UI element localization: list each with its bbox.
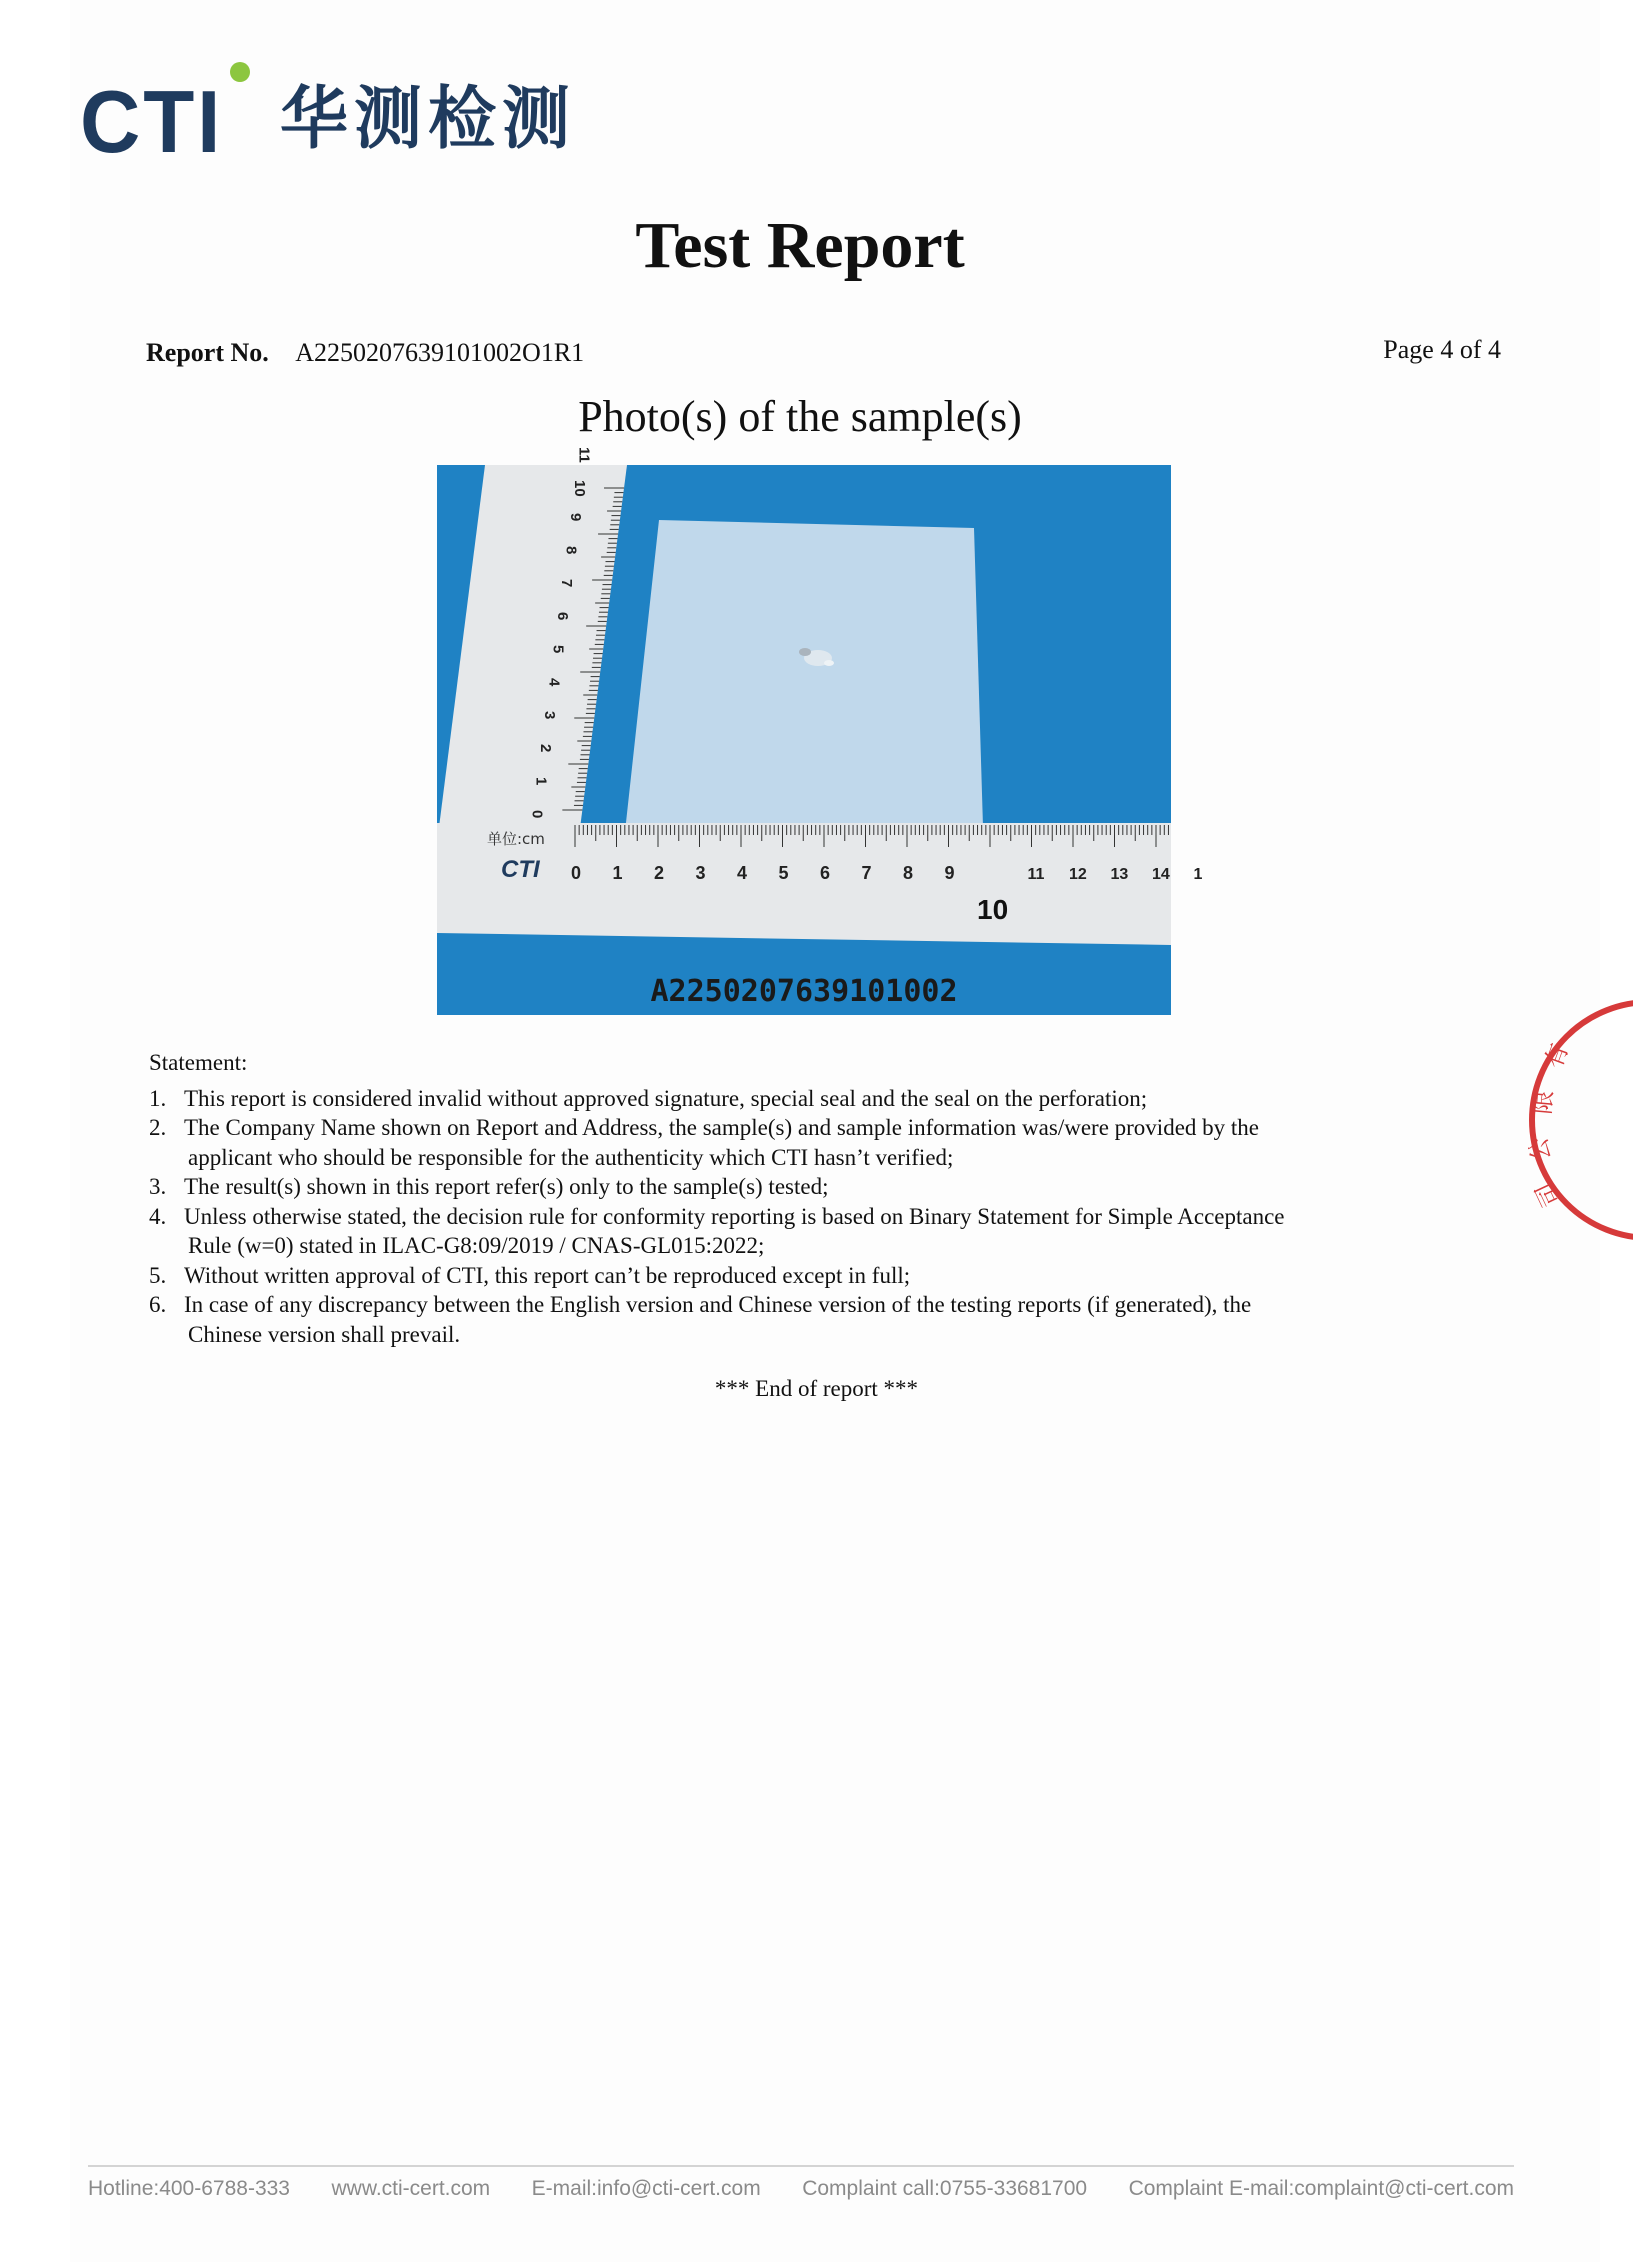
logo-chinese-name: 华测检测 bbox=[280, 80, 577, 159]
statement-item-number: 3. bbox=[149, 1174, 167, 1199]
statement-item-number: 1. bbox=[149, 1085, 167, 1111]
footer-divider bbox=[88, 2165, 1514, 2167]
ruler-horizontal-label: 4 bbox=[737, 863, 748, 883]
statement-list bbox=[149, 1084, 1409, 1350]
footer-complaint-call: Complaint call:0755-33681700 bbox=[802, 2177, 1088, 2200]
end-of-report: *** End of report *** bbox=[714, 1376, 919, 1401]
report-number-value: A2250207639101002O1R1 bbox=[295, 338, 585, 367]
ruler-vertical-label: 5 bbox=[549, 645, 567, 654]
footer-website[interactable]: www.cti-cert.com bbox=[331, 2177, 491, 2200]
logo-dot-icon bbox=[230, 62, 250, 82]
footer-hotline: Hotline:400-6788-333 bbox=[88, 2177, 290, 2200]
logo-brand: CTI bbox=[80, 72, 224, 171]
statement-item-continuation: Chinese version shall prevail. bbox=[188, 1321, 461, 1347]
sample-sheet bbox=[623, 520, 984, 860]
ruler-vertical-label: 4 bbox=[545, 678, 563, 687]
report-number-label: Report No. bbox=[146, 338, 269, 367]
statement-item-continuation: Rule (w=0) stated in ILAC-G8:09/2019 / CNAS-GL015:2022; bbox=[188, 1233, 765, 1258]
ruler-horizontal-label: 13 bbox=[1110, 866, 1129, 883]
page-number: Page 4 of 4 bbox=[1383, 335, 1501, 364]
statement-item-continuation: applicant who should be responsible for the authenticity which CTI hasn’t verified; bbox=[188, 1144, 954, 1170]
footer-email[interactable]: E-mail:info@cti-cert.com bbox=[531, 2177, 761, 2200]
seal-char-4: 司 bbox=[1529, 1177, 1566, 1212]
statement-item bbox=[149, 1172, 1409, 1202]
page-title: Test Report bbox=[635, 209, 965, 282]
footer-complaint-email[interactable]: Complaint E-mail:complaint@cti-cert.com bbox=[1128, 2177, 1514, 2200]
statement-item-number: 5. bbox=[149, 1262, 167, 1288]
ruler-brand: CTI bbox=[501, 856, 540, 883]
statement-item bbox=[149, 1084, 1409, 1114]
statement-item-number: 2. bbox=[149, 1115, 167, 1140]
ruler-vertical-label: 10 bbox=[571, 480, 589, 497]
ruler-unit: 单位:cm bbox=[487, 830, 545, 848]
ruler-horizontal-label: 9 bbox=[944, 863, 955, 883]
sample-id-label: A2250207639101002 bbox=[650, 974, 958, 1009]
ruler-horizontal-label: 2 bbox=[654, 863, 665, 883]
ruler-vertical-label: 1 bbox=[532, 777, 550, 786]
statement-item bbox=[149, 1290, 1409, 1349]
ruler-vertical-label: 0 bbox=[528, 810, 546, 819]
ruler-vertical-label: 6 bbox=[553, 612, 571, 621]
ruler-vertical-label: 2 bbox=[536, 744, 554, 753]
ruler-horizontal-label: 0 bbox=[571, 863, 582, 883]
statement-item-text: Unless otherwise stated, the decision rule for conformity reporting is based on Binary Statement for Simple Acceptance bbox=[184, 1203, 1285, 1229]
statement-label: Statement: bbox=[149, 1050, 248, 1075]
company-seal bbox=[1520, 990, 1600, 1250]
ruler-vertical-label: 3 bbox=[541, 711, 559, 720]
report-number bbox=[146, 338, 584, 368]
ruler-vertical-label: 7 bbox=[558, 579, 576, 588]
ruler-horizontal-label: 8 bbox=[903, 863, 914, 883]
ruler-horizontal-label: 1 bbox=[1193, 866, 1203, 883]
statement-item-text: Without written approval of CTI, this report can’t be reproduced except in full; bbox=[184, 1262, 911, 1288]
ruler-ten-label: 10 bbox=[977, 894, 1009, 925]
ruler-horizontal-label: 6 bbox=[820, 863, 831, 883]
footer bbox=[88, 2177, 1514, 2201]
statement-section bbox=[149, 1048, 1409, 1349]
statement-item-number: 4. bbox=[149, 1203, 167, 1229]
ruler-vertical-label: 9 bbox=[566, 513, 584, 522]
statement-item-text: The Company Name shown on Report and Address, the sample(s) and sample information was/were provided by the bbox=[184, 1115, 1260, 1140]
statement-item-number: 6. bbox=[149, 1292, 167, 1317]
statement-item-text: In case of any discrepancy between the English version and Chinese version of the testing reports (if generated), the bbox=[184, 1292, 1252, 1317]
ruler-horizontal-label: 5 bbox=[778, 863, 789, 883]
ruler-vertical-label: 11 bbox=[575, 447, 593, 463]
ruler-horizontal-label: 7 bbox=[861, 863, 872, 883]
statement-item-text: This report is considered invalid without approved signature, special seal and the seal on the perforation; bbox=[184, 1085, 1148, 1111]
ruler-horizontal-label: 14 bbox=[1152, 866, 1170, 883]
ruler-horizontal-label: 12 bbox=[1069, 866, 1087, 883]
statement-item bbox=[149, 1113, 1409, 1172]
seal-char-2: 限 bbox=[1528, 1089, 1559, 1116]
seal-char-3: 公 bbox=[1524, 1135, 1556, 1164]
statement-item-text: The result(s) shown in this report refer(s) only to the sample(s) tested; bbox=[184, 1174, 829, 1199]
sample-photo bbox=[437, 447, 1203, 1015]
ruler-horizontal-label: 1 bbox=[612, 863, 623, 883]
seal-char-1: 有 bbox=[1539, 1039, 1574, 1073]
statement-item bbox=[149, 1261, 1409, 1291]
ruler-horizontal bbox=[437, 823, 1171, 945]
statement-item bbox=[149, 1202, 1409, 1261]
ruler-horizontal-label: 3 bbox=[695, 863, 706, 883]
ruler-horizontal-label: 11 bbox=[1027, 866, 1045, 883]
photo-heading: Photo(s) of the sample(s) bbox=[578, 392, 1022, 441]
ruler-vertical-label: 8 bbox=[562, 546, 580, 555]
